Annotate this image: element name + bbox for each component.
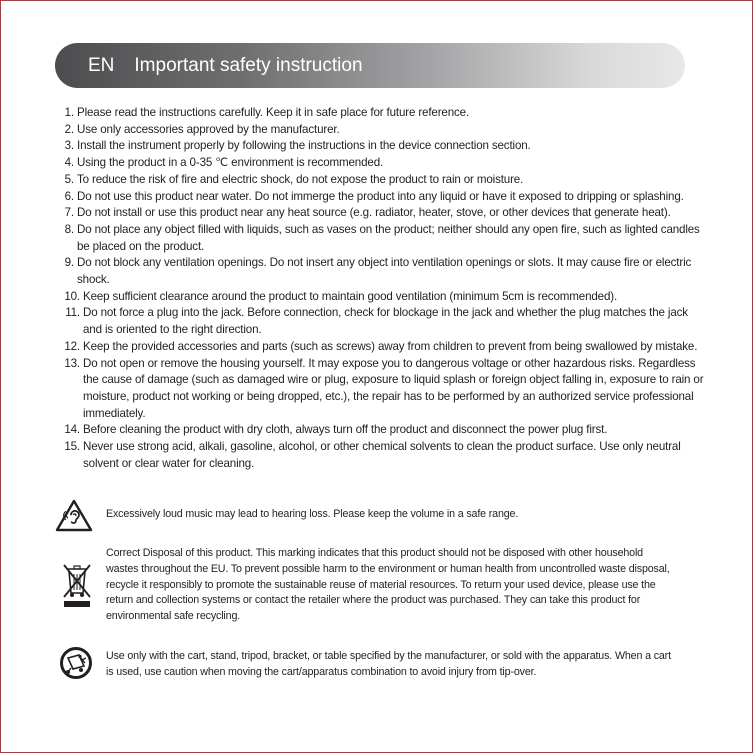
item-text: Use only accessories approved by the manufacturer. xyxy=(77,122,340,136)
item-number: 14. xyxy=(64,423,80,437)
item-text: Keep the provided accessories and parts (such as screws) away from children to prevent from being swallowed by mistake. xyxy=(83,339,698,353)
cart-tip-over-icon xyxy=(59,646,93,685)
item-number: 10. xyxy=(64,289,80,303)
disposal-notice-text xyxy=(106,546,681,625)
list-item xyxy=(49,255,709,288)
item-number: 7. xyxy=(64,206,74,220)
item-text: Do not block any ventilation openings. Do not insert any object into ventilation openings or slots. It may cause fire or electric shock. xyxy=(77,256,692,287)
item-number: 15. xyxy=(64,440,80,454)
list-item xyxy=(49,305,709,338)
hearing-notice-text: Excessively loud music may lead to hearing loss. Please keep the volume in a safe range. xyxy=(106,508,519,520)
list-item xyxy=(49,138,709,155)
item-text: Please read the instructions carefully. Keep it in safe place for future reference. xyxy=(77,106,470,119)
list-item xyxy=(49,205,709,222)
list-item xyxy=(49,189,709,206)
list-item xyxy=(49,105,709,122)
list-item xyxy=(49,339,709,356)
list-item xyxy=(49,439,709,472)
item-text: Using the product in a 0-35 ℃ environment is recommended. xyxy=(77,156,384,170)
list-item xyxy=(49,356,709,423)
item-number: 2. xyxy=(64,122,74,136)
text-line: Correct Disposal of this product. This marking indicates that this product should not be disposed with other household xyxy=(106,547,643,559)
item-number: 13. xyxy=(64,356,80,370)
text-line: Use only with the cart, stand, tripod, bracket, or table specified by the manufacturer, or sold with the apparatus. When a cart xyxy=(106,650,671,662)
item-number: 4. xyxy=(64,156,74,170)
list-item xyxy=(49,122,709,139)
list-item xyxy=(49,155,709,172)
list-item xyxy=(49,222,709,255)
text-line: is used, use caution when moving the cart/apparatus combination to avoid injury from tip-over. xyxy=(106,665,537,678)
item-number: 5. xyxy=(64,172,74,186)
cart-notice-text xyxy=(106,649,681,681)
list-item xyxy=(49,289,709,306)
item-number: 8. xyxy=(64,222,74,236)
item-text: To reduce the risk of fire and electric shock, do not expose the product to rain or moisture. xyxy=(77,172,524,186)
item-text: Do not use this product near water. Do not immerge the product into any liquid or have it exposed to dripping or splashing. xyxy=(77,189,684,203)
item-number: 12. xyxy=(64,339,80,353)
text-line: recycle it responsibly to promote the sustainable reuse of material resources. To return your used device, please use the xyxy=(106,578,656,591)
safety-instruction-list xyxy=(49,105,709,472)
item-text: Do not force a plug into the jack. Before connection, check for blockage in the jack and whether the plug matches the jack and is oriented to the right direction. xyxy=(83,306,688,337)
item-text: Do not place any object filled with liquids, such as vases on the product; neither should any open fire, such as lighted candles be placed on the product. xyxy=(77,222,700,253)
section-header xyxy=(55,43,685,88)
item-number: 3. xyxy=(64,139,74,153)
item-text: Never use strong acid, alkali, gasoline, alcohol, or other chemical solvents to clean the product surface. Use only neutral solvent or clear water for cleaning. xyxy=(83,440,681,470)
language-code: EN xyxy=(88,54,115,76)
item-number: 6. xyxy=(64,189,74,203)
item-text: Do not open or remove the housing yourself. It may expose you to dangerous voltage or other hazardous risks. Regardless the cause of damage (such as damaged wire or plug, exposure to liquid splash or foreign object falling in, exposure to rain or moisture, product not working or being dropped, etc.), the repair has to be performed by an authorized service professional immediately. xyxy=(83,356,704,420)
list-item xyxy=(49,422,709,439)
text-line: environmental safe recycling. xyxy=(106,610,241,623)
text-line: return and collection systems or contact the retailer where the product was purchased. They can take this product for xyxy=(106,594,641,607)
item-number: 9. xyxy=(64,256,74,270)
item-text: Keep sufficient clearance around the product to maintain good ventilation (minimum 5cm is recommended). xyxy=(83,289,618,303)
text-line: wastes throughout the EU. To prevent possible harm to the environment or human health from uncontrolled waste disposal, xyxy=(106,562,670,575)
item-text: Do not install or use this product near any heat source (e.g. radiator, heater, stove, or other devices that generate heat). xyxy=(77,206,671,220)
item-number: 1. xyxy=(64,106,74,119)
hearing-warning-icon xyxy=(55,499,93,537)
crossed-out-bin-icon xyxy=(61,563,93,614)
item-number: 11. xyxy=(65,306,80,320)
item-text: Install the instrument properly by following the instructions in the device connection section. xyxy=(77,139,531,153)
list-item xyxy=(49,172,709,189)
section-title: Important safety instruction xyxy=(134,54,363,76)
item-text: Before cleaning the product with dry cloth, always turn off the product and disconnect the power plug first. xyxy=(83,423,608,437)
